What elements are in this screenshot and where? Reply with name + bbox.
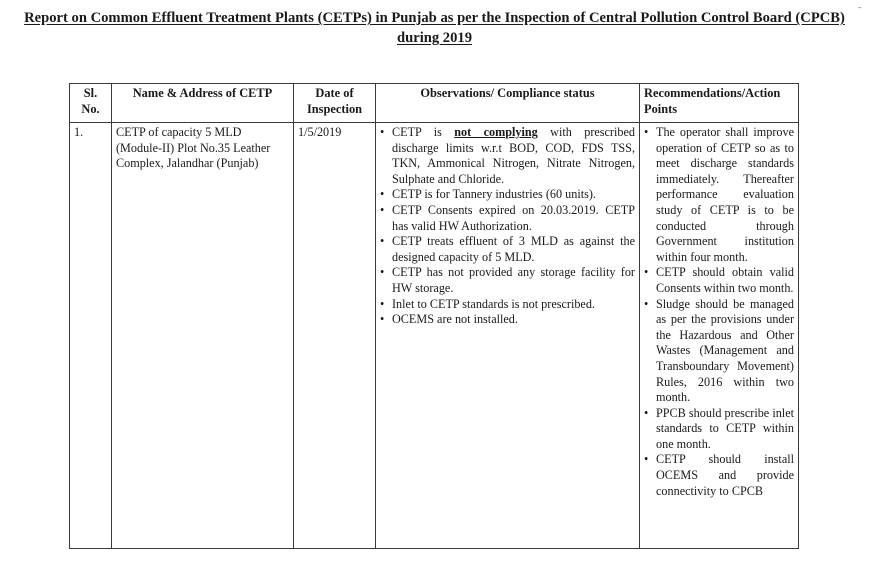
cell-observations (376, 123, 640, 549)
recommendation-item: • The operator shall improve operation of CETP so as to meet discharge standards immediately. Thereafter performance evaluation study of CETP is to be conducted through Government institution within four month. (656, 125, 794, 265)
header-sl-no: Sl. No. (70, 84, 112, 123)
observation-item: • CETP is for Tannery industries (60 units). (392, 187, 635, 203)
observation-item: • Inlet to CETP standards is not prescribed. (392, 297, 635, 313)
cell-sl-no: 1. (70, 123, 112, 549)
margin-mark: ˉ (858, 6, 862, 17)
recommendation-item: • CETP should install OCEMS and provide connectivity to CPCB (656, 452, 794, 499)
recommendation-item: • Sludge should be managed as per the provisions under the Hazardous and Other Wastes (Management and Transboundary Movement) Rules, 2016 within two month. (656, 297, 794, 406)
header-observations: Observations/ Compliance status (376, 84, 640, 123)
observation-item (392, 125, 635, 187)
header-recommendations: Recommendations/Action Points (640, 84, 799, 123)
observation-item: • CETP treats effluent of 3 MLD as against the designed capacity of 5 MLD. (392, 234, 635, 265)
header-date-of-inspection: Date of Inspection (294, 84, 376, 123)
table-row (70, 123, 799, 549)
observations-list (380, 125, 635, 328)
recommendation-item: • CETP should obtain valid Consents within two month. (656, 265, 794, 296)
header-name-address: Name & Address of CETP (112, 84, 294, 123)
cell-recommendations (640, 123, 799, 549)
observation-item: • CETP has not provided any storage facility for HW storage. (392, 265, 635, 296)
observation-item: • OCEMS are not installed. (392, 312, 635, 328)
observation-suffix: with prescribed discharge limits w.r.t BOD, COD, FDS TSS, TKN, Ammonical Nitrogen, Nitrate Nitrogen, Sulphate and Chloride. (392, 125, 635, 186)
table-header-row (70, 84, 799, 123)
cetp-report-table (69, 83, 799, 549)
cell-name-address: CETP of capacity 5 MLD (Module-II) Plot No.35 Leather Complex, Jalandhar (Punjab) (112, 123, 294, 549)
report-title: Report on Common Effluent Treatment Plants (CETPs) in Punjab as per the Inspection of Central Pollution Control Board (CPCB) during 2019 (24, 10, 845, 46)
recommendations-list (644, 125, 794, 499)
recommendation-item: • PPCB should prescribe inlet standards to CETP within one month. (656, 406, 794, 453)
cell-date: 1/5/2019 (294, 123, 376, 549)
observation-prefix: CETP is (392, 125, 455, 139)
non-compliance-emphasis: not complying (454, 125, 538, 139)
observation-item: • CETP Consents expired on 20.03.2019. CETP has valid HW Authorization. (392, 203, 635, 234)
